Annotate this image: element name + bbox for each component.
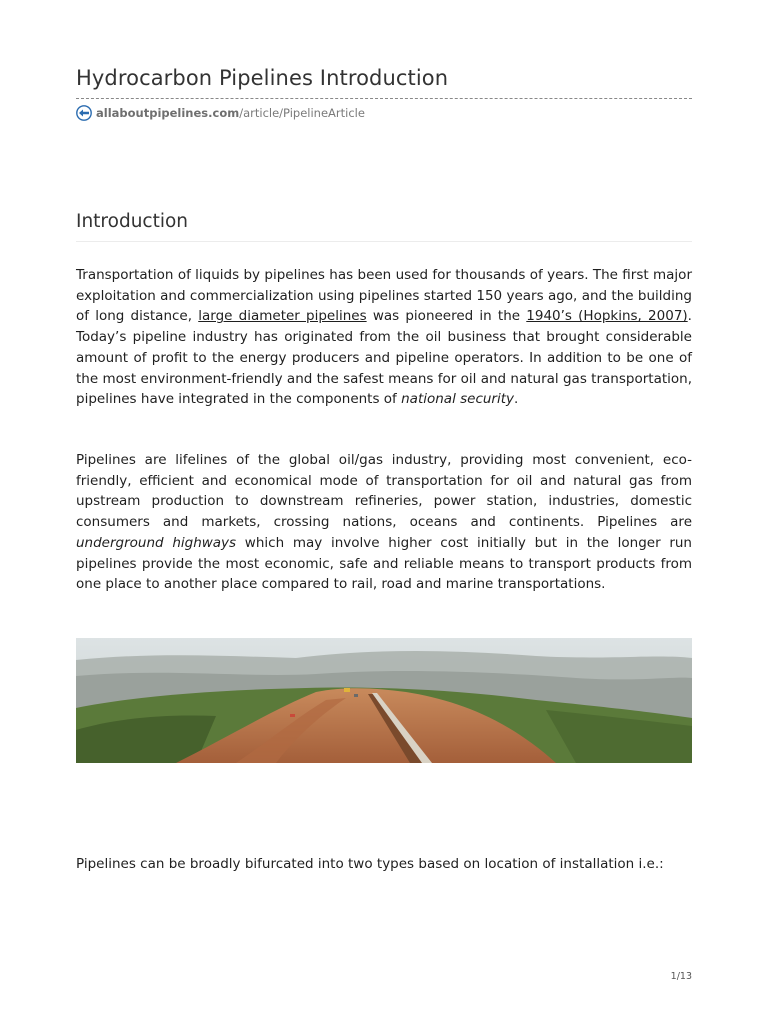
paragraph-text: Transportation of liquids by pipelines has been used for thousands of years. The first major exploitation and commercialization using pipelines started 150 years ago, and the building of long distance, bbox=[76, 267, 692, 325]
document-page bbox=[76, 0, 692, 1024]
link-large-diameter-pipelines[interactable]: large diameter pipelines bbox=[198, 308, 367, 325]
section-divider bbox=[76, 241, 692, 242]
source-line[interactable] bbox=[76, 104, 365, 122]
section-heading-introduction: Introduction bbox=[76, 211, 189, 232]
paragraph-text: which may involve higher cost initially but in the longer run pipelines provide the most economic, safe and reliable means to transport products from one place to another place compared to rail, road and marine transportations. bbox=[76, 534, 692, 593]
paragraph-text: . bbox=[514, 391, 519, 408]
paragraph-text: . Today’s pipeline industry has originated from the oil business that brought considerable amount of profit to the energy producers and pipeline operators. In addition to be one of the most environment-friendly and the safest means for oil and natural gas transportation, pipelines have integrated in the components of bbox=[76, 308, 692, 408]
paragraph-transportation bbox=[76, 265, 692, 410]
link-hopkins-2007[interactable]: 1940’s (Hopkins, 2007) bbox=[526, 308, 688, 325]
paragraph-bifurcation: Pipelines can be broadly bifurcated into two types based on location of installation i.e.: bbox=[76, 856, 664, 872]
page-number: 1/13 bbox=[670, 971, 692, 982]
paragraph-lifelines bbox=[76, 450, 692, 595]
source-path[interactable]: /article/PipelineArticle bbox=[239, 106, 365, 120]
page-title: Hydrocarbon Pipelines Introduction bbox=[76, 66, 449, 90]
pipeline-landscape-image bbox=[76, 638, 692, 763]
paragraph-text: was pioneered in the bbox=[366, 308, 527, 325]
emphasis-underground-highways: underground highways bbox=[76, 534, 237, 551]
site-logo-icon bbox=[76, 105, 92, 121]
paragraph-text: Pipelines are lifelines of the global oil/gas industry, providing most convenient, eco-friendly, efficient and economical mode of transportation for oil and natural gas from upstream production to downstream refineries, power station, industries, domestic consumers and markets, crossing nations, oceans and continents. Pipelines are bbox=[76, 452, 692, 531]
title-divider bbox=[76, 98, 692, 99]
source-domain[interactable]: allaboutpipelines.com bbox=[96, 106, 240, 120]
emphasis-national-security: national security bbox=[401, 391, 515, 408]
